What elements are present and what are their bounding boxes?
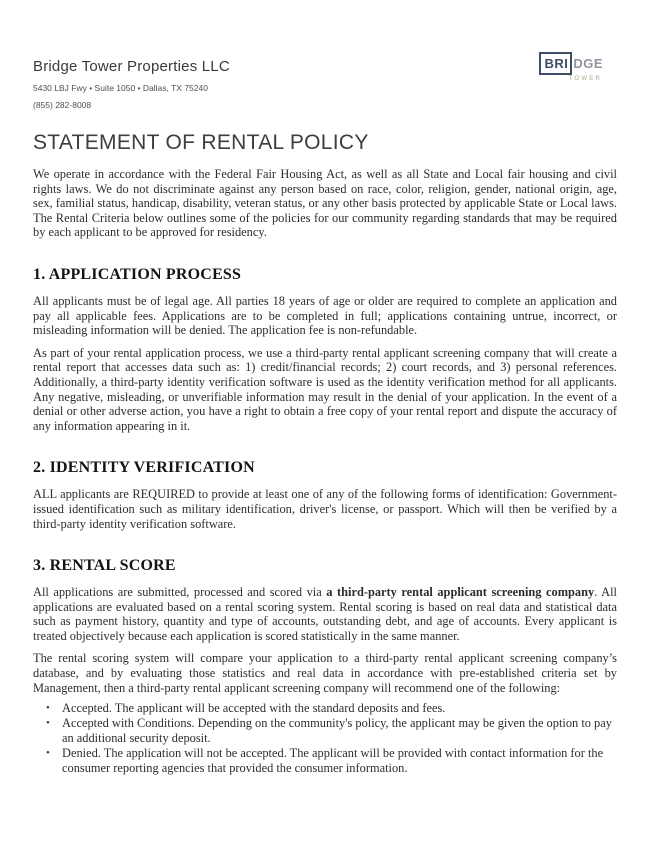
page-title: STATEMENT OF RENTAL POLICY (33, 131, 369, 154)
rental-score-outcomes-list (33, 701, 617, 776)
section-heading-identity-verification: 2. IDENTITY VERIFICATION (33, 459, 255, 477)
document-header (33, 58, 617, 110)
list-item-accepted-with-conditions (46, 716, 617, 746)
rental-score-paragraph-1 (33, 585, 617, 643)
company-name: Bridge Tower Properties LLC (33, 58, 230, 75)
list-item-accepted (46, 701, 617, 716)
list-item-text: Denied. The application will not be accepted. The applicant will be provided with contact information for the consumer reporting agencies that provided the consumer information. (62, 746, 604, 776)
logo-box: BRI (539, 52, 572, 75)
section-heading-rental-score: 3. RENTAL SCORE (33, 557, 176, 575)
bullet-icon: • (46, 747, 50, 760)
rental-score-paragraph-2: The rental scoring system will compare your application to a third-party rental applicant screening company’s database, and by evaluating those statistics and real data in accordance with pre-established criteria set by Management, then a third-party rental applicant screening company will recommend one of the following: (33, 651, 617, 695)
company-address: 5430 LBJ Fwy • Suite 1050 • Dallas, TX 75240 (33, 83, 208, 93)
list-item-text: Accepted. The applicant will be accepted with the standard deposits and fees. (62, 701, 446, 716)
bullet-icon: • (46, 702, 50, 715)
logo-wordmark-rest: DGE (573, 56, 603, 71)
bullet-icon: • (46, 717, 50, 730)
section-identity-verification (33, 459, 617, 531)
list-item-denied (46, 746, 617, 776)
application-process-paragraph-1: All applicants must be of legal age. All parties 18 years of age or older are required to complete an application and pay all applicable fees. Applications are to be completed in full; applications containing untrue, incorrect, or misleading information will be denied. The application fee is non-refundable. (33, 293, 617, 338)
rental-score-p1-suffix: . All applications are evaluated based on a rental scoring system. Rental scoring is based on real data and statistical data such as payment history, quantity and type of accounts, outstanding debt, and age of accounts. Every applicant is treated objectively because each application is scored statistically in the same manner. (33, 585, 617, 643)
identity-verification-paragraph: ALL applicants are REQUIRED to provide at least one of any of the following forms of identification: Government-issued identification such as military identification, driver's license, or passport. Which will then be verified by a third-party identity verification software. (33, 487, 617, 531)
list-item-text: Accepted with Conditions. Depending on the community's policy, the applicant may be given the option to pay an additional security deposit. (62, 716, 612, 746)
section-application-process (33, 266, 617, 433)
intro-paragraph: We operate in accordance with the Federal Fair Housing Act, as well as all State and Local fair housing and civil rights laws. We do not discriminate against any person based on race, color, religion, gender, national origin, age, sex, familial status, handicap, disability, veteran status, or any other basis protected by applicable State or Local laws. The Rental Criteria below outlines some of the policies for our community regarding standards that may be required by each applicant to be approved for residency. (33, 167, 617, 240)
rental-score-p1-bold-phrase: a third-party rental applicant screening company (326, 585, 595, 600)
company-info (33, 58, 230, 110)
company-logo (539, 52, 603, 82)
application-process-paragraph-2: As part of your rental application process, we use a third-party rental applicant screening company that will create a rental report that accesses data such as: 1) credit/financial records; 2) court records, and 3) personal references. Additionally, a third-party identity verification software is used as the identity verification method for all applicants. Any negative, misleading, or unverifiable information may result in the denial of your application. In the event of a denial or other adverse action, you have a right to obtain a free copy of your rental report and dispute the accuracy of any information appearing in it. (33, 345, 617, 433)
section-rental-score (33, 557, 617, 776)
rental-score-p1-prefix: All applications are submitted, processed and scored via (33, 585, 327, 600)
logo-subtext: TOWER (568, 76, 602, 82)
section-heading-application-process: 1. APPLICATION PROCESS (33, 265, 242, 283)
company-phone: (855) 282-8008 (33, 100, 92, 110)
logo-wordmark (539, 52, 603, 75)
